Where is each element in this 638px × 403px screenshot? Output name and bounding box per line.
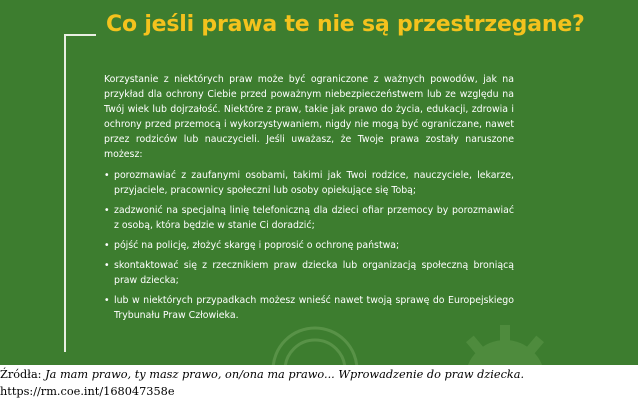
list-item-text: porozmawiać z zaufanymi osobami, takimi jak Twoi rodzice, nauczyciele, lekarze, przyjaciele, pracownicy społeczni lub osoby opiekujące się Tobą; — [114, 170, 514, 196]
list-item — [104, 238, 514, 253]
source-label: Źródła: — [0, 368, 42, 381]
bullet-icon: • — [104, 205, 110, 216]
list-item — [104, 168, 514, 198]
list-item-text: pójść na policję, złożyć skargę i poprosić o ochronę państwa; — [114, 240, 400, 251]
panel-content — [104, 72, 514, 328]
source-caption — [0, 366, 638, 400]
bullet-icon: • — [104, 240, 110, 251]
source-url[interactable]: https://rm.coe.int/168047358e — [0, 385, 175, 398]
bullet-icon: • — [104, 260, 110, 271]
rights-list — [104, 168, 514, 323]
list-item-text: lub w niektórych przypadkach możesz wnieść nawet twoją sprawę do Europejskiego Trybunału Praw Człowieka. — [114, 295, 514, 321]
bullet-icon: • — [104, 295, 110, 306]
list-item — [104, 258, 514, 288]
panel-title: Co jeśli prawa te nie są przestrzegane? — [106, 12, 585, 37]
intro-paragraph: Korzystanie z niektórych praw może być ograniczone z ważnych powodów, jak na przykład dla ochrony Ciebie przed poważnym niebezpieczeństwem lub ze względu na Twój wiek lub dojrzałość. Niektóre z praw, takie jak prawo do życia, edukacji, zdrowia i ochrony przed przemocą i wykorzystywaniem, nigdy nie mogą być ograniczane, nawet przez rodziców lub nauczycieli. Jeśli uważasz, że Twoje prawa zostały naruszone możesz: — [104, 74, 514, 160]
list-item — [104, 293, 514, 323]
bullet-icon: • — [104, 170, 110, 181]
list-item — [104, 203, 514, 233]
source-title: Ja mam prawo, ty masz prawo, on/ona ma prawo... Wprowadzenie do praw dziecka. — [45, 368, 525, 381]
list-item-text: skontaktować się z rzecznikiem praw dziecka lub organizacją społeczną broniącą praw dziecka; — [114, 260, 514, 286]
vertical-rule — [64, 34, 66, 352]
list-item-text: zadzwonić na specjalną linię telefoniczną dla dzieci ofiar przemocy by porozmawiać z osobą, która będzie w stanie Ci doradzić; — [114, 205, 514, 231]
title-rule — [64, 34, 96, 36]
